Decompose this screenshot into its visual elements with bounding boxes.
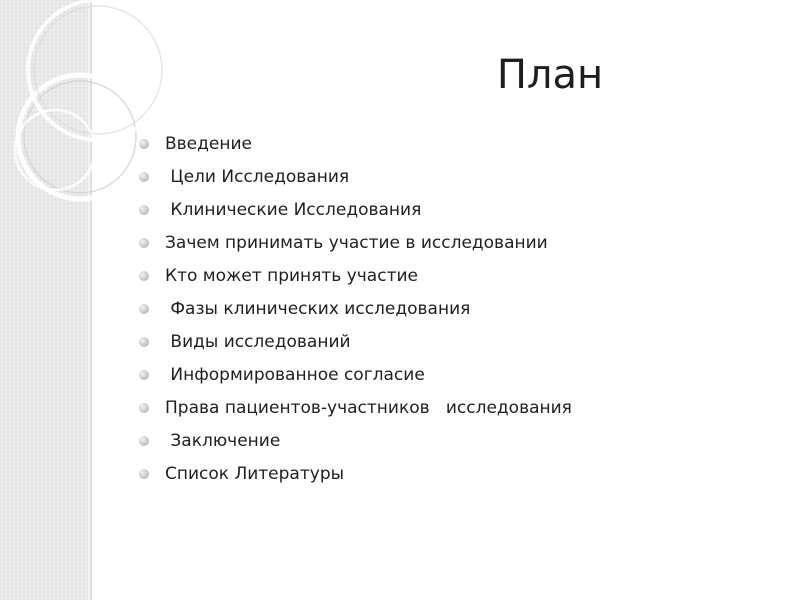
list-item-label: Фазы клинических исследования bbox=[165, 299, 471, 319]
list-item-label: Цели Исследования bbox=[165, 167, 350, 187]
circle-bullet-icon bbox=[139, 205, 149, 215]
list-item bbox=[136, 131, 572, 164]
list-item-label: Зачем принимать участие в исследовании bbox=[165, 233, 548, 253]
circle-bullet-icon bbox=[139, 370, 149, 380]
circle-bullet-icon bbox=[139, 139, 149, 149]
list-item bbox=[136, 296, 572, 329]
circle-bullet-icon bbox=[139, 172, 149, 182]
list-item bbox=[136, 362, 572, 395]
list-item-label: Кто может принять участие bbox=[165, 266, 418, 286]
circle-bullet-icon bbox=[139, 337, 149, 347]
list-item bbox=[136, 230, 572, 263]
list-item bbox=[136, 329, 572, 362]
list-item-label: Введение bbox=[165, 134, 252, 154]
slide-title: План bbox=[496, 52, 604, 98]
list-item bbox=[136, 197, 572, 230]
circle-bullet-icon bbox=[139, 469, 149, 479]
circle-bullet-icon bbox=[139, 436, 149, 446]
list-item bbox=[136, 461, 572, 494]
list-item bbox=[136, 395, 572, 428]
circle-bullet-icon bbox=[139, 403, 149, 413]
circle-bullet-icon bbox=[139, 238, 149, 248]
list-item-label: Список Литературы bbox=[165, 464, 345, 484]
list-item bbox=[136, 263, 572, 296]
list-item-label: Права пациентов-участников исследования bbox=[165, 398, 572, 418]
list-item-label: Виды исследований bbox=[165, 332, 351, 352]
list-item-label: Заключение bbox=[165, 431, 281, 451]
list-item bbox=[136, 164, 572, 197]
list-item-label: Клинические Исследования bbox=[165, 200, 422, 220]
circle-bullet-icon bbox=[139, 304, 149, 314]
circle-bullet-icon bbox=[139, 271, 149, 281]
list-item-label: Информированное согласие bbox=[165, 365, 425, 385]
agenda-list bbox=[136, 131, 572, 494]
list-item bbox=[136, 428, 572, 461]
